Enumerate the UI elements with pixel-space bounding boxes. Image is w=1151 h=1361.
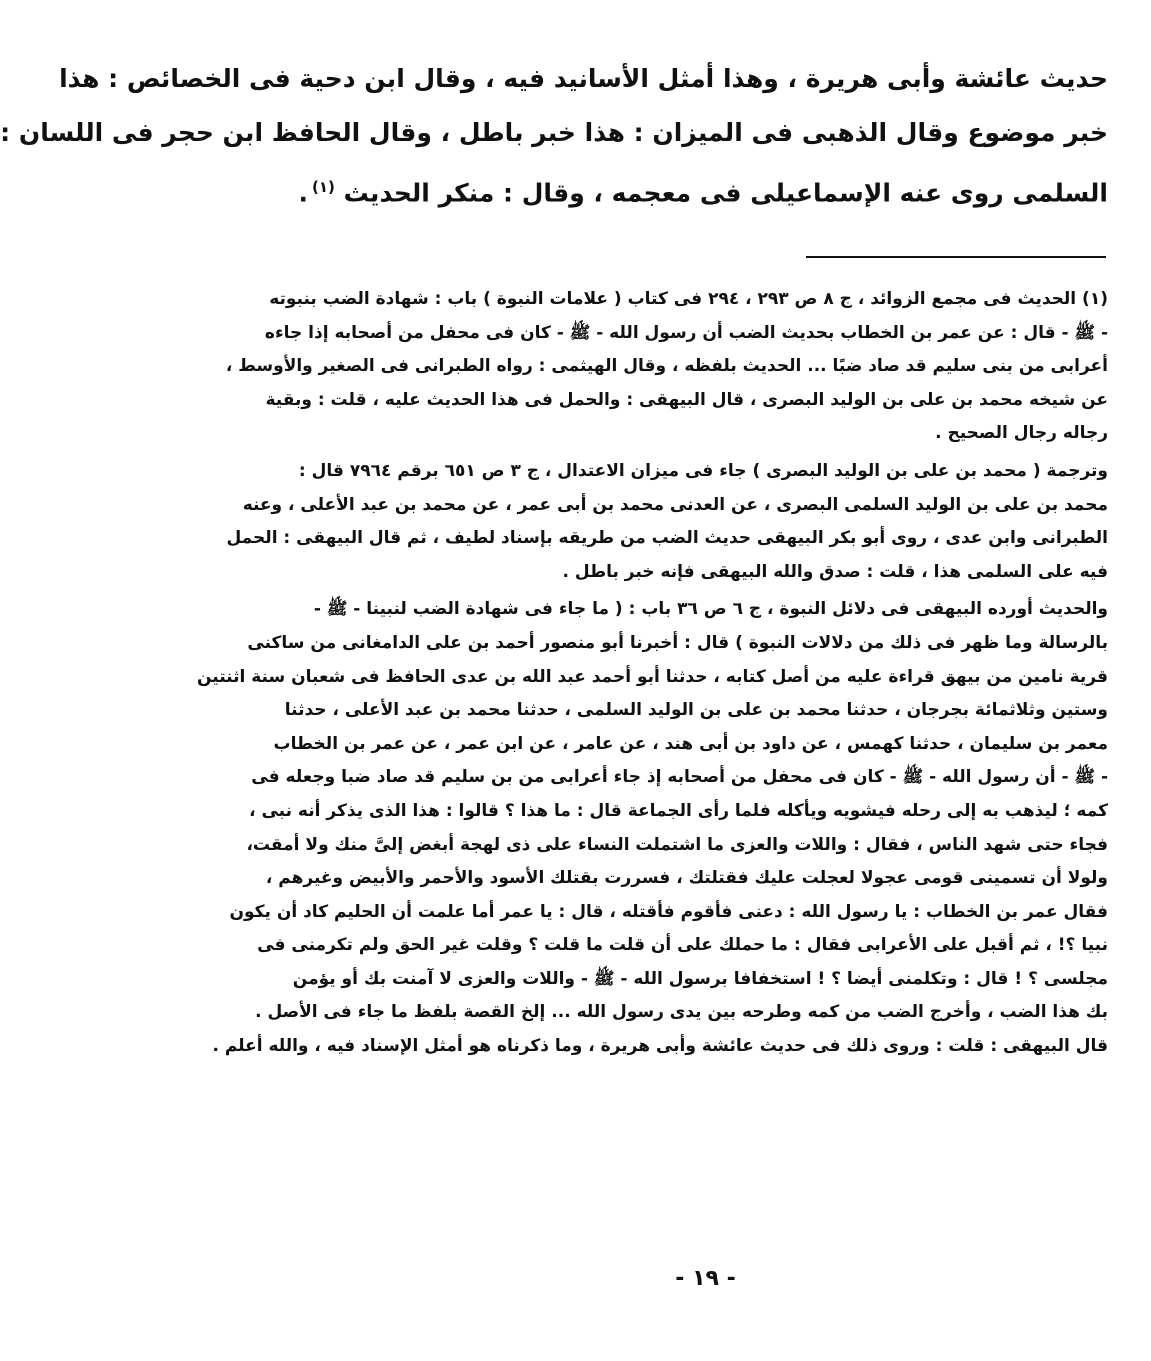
footnote-line: محمد بن على بن الوليد السلمى البصرى ، عن العدنى محمد بن أبى عمر ، عن محمد بن عبد الأعلى ، وعنه [242,494,1108,515]
footnote-line: معمر بن سليمان ، حدثنا كهمس ، عن داود بن أبى هند ، عن عامر ، عن ابن عمر ، عن عمر بن الخطاب [273,733,1108,754]
page-number: - ١٩ - [675,1266,736,1291]
footnote-line: بك هذا الضب ، وأخرج الضب من كمه وطرحه بين يدى رسول الله ... إلخ القصة بلفظ ما جاء فى الأصل . [255,1002,1108,1023]
footnote-separator-rule [806,256,1106,258]
footnote-line: وستين وثلاثمائة بجرجان ، حدثنا محمد بن على بن الوليد السلمى ، حدثنا محمد بن عبد الأعلى ، حدثنا [284,700,1108,721]
footnote-line: بالرسالة وما ظهر فى ذلك من دلالات النبوة ) قال : أخبرنا أبو منصور أحمد بن على الدامغانى من ساكنى [247,632,1108,653]
footnote-line: - ﷺ - قال : عن عمر بن الخطاب بحديث الضب أن رسول الله - ﷺ - كان فى محفل من أصحابه إذا جاءه [264,322,1108,343]
footnote-line: فقال عمر بن الخطاب : يا رسول الله : دعنى فأقوم فأقتله ، قال : يا عمر أما علمت أن الحليم كاد أن يكون [229,901,1108,922]
footnote-line: رجاله رجال الصحيح . [935,423,1108,444]
footnote-line: مجلسى ؟ ! قال : وتكلمنى أيضا ؟ ! استخفافا برسول الله - ﷺ - واللات والعزى لا آمنت بك أو يؤمن [292,968,1108,989]
footnote-line: وترجمة ( محمد بن على بن الوليد البصرى ) جاء فى ميزان الاعتدال ، ج ٣ ص ٦٥١ برقم ٧٩٦٤ قال : [298,460,1108,481]
footnote-line: والحديث أورده البيهقى فى دلائل النبوة ، ج ٦ ص ٣٦ باب : ( ما جاء فى شهادة الضب لنبينا - ﷺ - [313,599,1108,620]
footnote-reference: (١) [312,178,335,196]
main-text-line-last [298,160,1108,220]
footnote-paragraph [225,283,1108,451]
footnote-line: نبيا ؟! ، ثم أقبل على الأعرابى فقال : ما حملك على أن قلت ما قلت ؟ وقلت غير الحق ولم تكرمنى فى [257,935,1108,956]
footnote-line: - ﷺ - أن رسول الله - ﷺ - كان فى محفل من أصحابه إذ جاء أعرابى من بن سليم قد صاد ضبا وجعله فى [251,767,1108,788]
footnote-line: عن شيخه محمد بن على بن الوليد البصرى ، قال البيهقى : والحمل فى هذا الحديث عليه ، قلت : وبقية [265,389,1108,410]
main-text-line: حديث عائشة وأبى هريرة ، وهذا أمثل الأسانيد فيه ، وقال ابن دحية فى الخصائص : هذا [59,64,1108,93]
footnotes-block [196,283,1108,1064]
footnote-line: أعرابى من بنى سليم قد صاد ضبًا ... الحديث بلفظه ، وقال الهيثمى : رواه الطبرانى فى الصغير والأوسط ، [225,356,1108,377]
footnote-line: الطبرانى وابن عدى ، روى أبو بكر البيهقى حديث الضب من طريقه بإسناد لطيف ، ثم قال البيهقى : الحمل [226,528,1108,549]
footnote-paragraph [226,455,1108,589]
footnote-line: فجاء حتى شهد الناس ، فقال : واللات والعزى ما اشتملت النساء على ذى لهجة أبغض إلىَّ منك ولا أمقت، [246,834,1108,855]
main-text-block [0,52,1108,220]
main-text-line: خبر موضوع وقال الذهبى فى الميزان : هذا خبر باطل ، وقال الحافظ ابن حجر فى اللسان : [0,118,1108,147]
footnote-line: (١) الحديث فى مجمع الزوائد ، ج ٨ ص ٢٩٣ ، ٢٩٤ فى كتاب ( علامات النبوة ) باب : شهادة الضب بنبوته [269,289,1108,309]
end-mark: . [298,178,308,208]
footnote-line: قال البيهقى : قلت : وروى ذلك فى حديث عائشة وأبى هريرة ، وما ذكرناه هو أمثل الإسناد فيه ، والله أعلم . [212,1036,1108,1057]
footnote-line: ولولا أن تسمينى قومى عجولا لعجلت عليك فقتلتك ، فسررت بقتلك الأسود والأحمر والأبيض وغيرهم ، [265,868,1108,889]
main-text-line-content: السلمى روى عنه الإسماعيلى فى معجمه ، وقال : منكر الحديث [343,178,1108,208]
footnote-line: قرية نامين من بيهق قراءة عليه من أصل كتابه ، حدثنا أبو أحمد عبد الله بن عدى الحافظ فى شعبان سنة اثنتين [196,666,1108,687]
footnote-line: كمه ؛ ليذهب به إلى رحله فيشويه ويأكله فلما رأى الجماعة قال : ما هذا ؟ قالوا : هذا الذى يذكر أنه نبى ، [249,800,1108,821]
footnote-line: فيه على السلمى هذا ، قلت : صدق والله البيهقى فإنه خبر باطل . [562,561,1108,582]
footnote-paragraph [196,593,1108,1063]
